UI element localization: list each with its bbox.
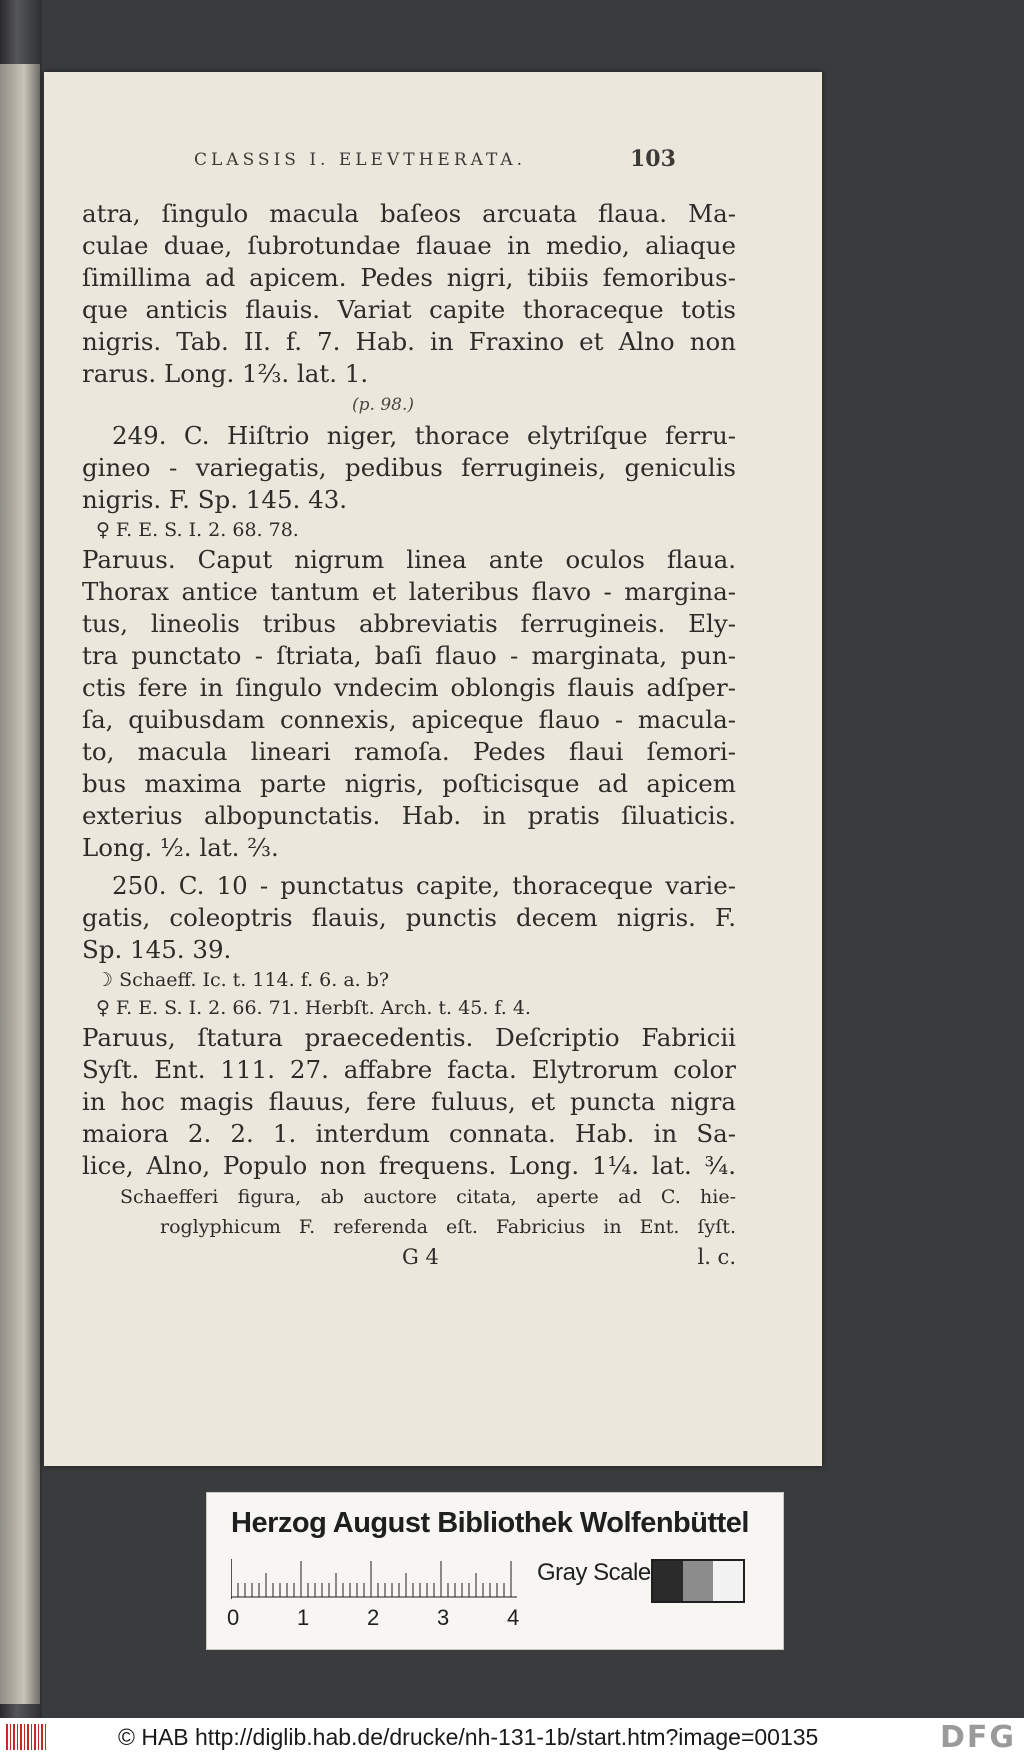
book-page <box>44 72 822 1466</box>
text-line: nigris. Tab. II. f. 7. Hab. in Fraxino et Alno non <box>82 327 736 356</box>
page-footer <box>82 1242 736 1272</box>
text-line: rarus. Long. 1⅔. lat. 1. <box>82 359 369 388</box>
entry-250-reference: ♀ F. E. S. I. 2. 66. 71. Herbſt. Arch. t. 45. f. 4. <box>96 997 531 1019</box>
entry-250-note: Schaefferi figura, ab auctore citata, aperte ad C. hie- <box>120 1186 736 1208</box>
ruler-number: 2 <box>367 1605 380 1630</box>
running-head-title: CLASSIS I. ELEVTHERATA. <box>194 150 527 170</box>
entry-249-line: 249. C. Hiſtrio niger, thorace elytriſque ferru- <box>112 421 736 450</box>
entry-250-note: roglyphicum F. referenda eſt. Fabricius in Ent. ſyſt. <box>160 1216 736 1238</box>
entry-249-desc: tus, lineolis tribus abbreviatis ferrugineis. Ely- <box>82 609 736 638</box>
entry-249-desc: Long. ½. lat. ⅔. <box>82 833 279 862</box>
ruler-number: 4 <box>507 1605 520 1630</box>
entry-249-line: nigris. F. Sp. 145. 43. <box>82 485 348 514</box>
catchword: l. c. <box>697 1245 736 1269</box>
swatch-dark <box>653 1561 683 1601</box>
swatch-light <box>713 1561 743 1601</box>
barcode-icon <box>6 1724 48 1750</box>
ruler-number: 0 <box>227 1605 240 1630</box>
library-name: Herzog August Bibliothek Wolfenbüttel <box>231 1507 749 1539</box>
entry-250-desc: in hoc magis flauus, fere fuluus, et puncta nigra <box>82 1087 736 1116</box>
ruler-icon <box>231 1559 517 1599</box>
entry-250-desc: maiora 2. 2. 1. interdum connata. Hab. in Sa- <box>82 1119 736 1148</box>
entry-249-desc: exterius albopunctatis. Hab. in pratis ſiluaticis. <box>82 801 736 830</box>
entry-250-desc: Syſt. Ent. 111. 27. affabre facta. Elytrorum color <box>82 1055 736 1084</box>
text-line: ſimillima ad apicem. Pedes nigri, tibiis femoribus- <box>82 263 736 292</box>
entry-249-reference: ♀ F. E. S. I. 2. 68. 78. <box>96 519 299 541</box>
entry-250-desc: Paruus, ſtatura praecedentis. Deſcriptio Fabricii <box>82 1023 736 1052</box>
entry-249-desc: Thorax antice tantum et lateribus flavo - margina- <box>82 577 736 606</box>
gray-scale-label: Gray Scale <box>537 1559 651 1586</box>
entry-249-line: gineo - variegatis, pedibus ferrugineis, geniculis <box>82 453 736 482</box>
signature-mark: G 4 <box>402 1245 439 1269</box>
page-number: 103 <box>630 146 676 172</box>
text-line: culae duae, ſubrotundae flauae in medio, aliaque <box>82 231 736 260</box>
gray-scale-swatches <box>651 1559 745 1603</box>
entry-249-desc: ſa, quibusdam connexis, apiceque flauo - macula- <box>82 705 736 734</box>
text-line: atra, ſingulo macula baſeos arcuata flaua. Ma- <box>82 199 736 228</box>
page-text <box>82 198 736 1272</box>
text-line: que anticis flauis. Variat capite thoraceque totis <box>82 295 736 324</box>
entry-250-line: Sp. 145. 39. <box>82 935 232 964</box>
adjacent-page-edge <box>0 64 40 1704</box>
entry-250-line: gatis, coleoptris flauis, punctis decem nigris. F. <box>82 903 736 932</box>
entry-250-desc: lice, Alno, Populo non frequens. Long. 1¼. lat. ¾. <box>82 1151 736 1180</box>
ruler-number: 3 <box>437 1605 450 1630</box>
entry-250-line: 250. C. 10 - punctatus capite, thoraceque varie- <box>112 871 736 900</box>
dfg-logo: DFG <box>939 1720 1016 1755</box>
handwritten-margin-note: (p. 98.) <box>352 395 414 415</box>
swatch-mid <box>683 1561 713 1601</box>
entry-249-desc: tra punctato - ſtriata, baſi flauo - marginata, pun- <box>82 641 736 670</box>
entry-249-desc: to, macula lineari ramoſa. Pedes flaui ſemori- <box>82 737 736 766</box>
entry-249-desc: bus maxima parte nigris, poſticisque ad apicem <box>82 769 736 798</box>
color-calibration-card <box>206 1492 784 1650</box>
entry-249-desc: ctis fere in ſingulo vndecim oblongis flauis adſper- <box>82 673 736 702</box>
ruler-number: 1 <box>297 1605 310 1630</box>
copyright-credit[interactable]: © HAB http://diglib.hab.de/drucke/nh-131-1b/start.htm?image=00135 <box>118 1724 819 1750</box>
entry-249-desc: Paruus. Caput nigrum linea ante oculos flaua. <box>82 545 736 574</box>
footer-bar <box>0 1718 1024 1756</box>
entry-250-reference: ☽ Schaeff. Ic. t. 114. f. 6. a. b? <box>96 969 390 991</box>
